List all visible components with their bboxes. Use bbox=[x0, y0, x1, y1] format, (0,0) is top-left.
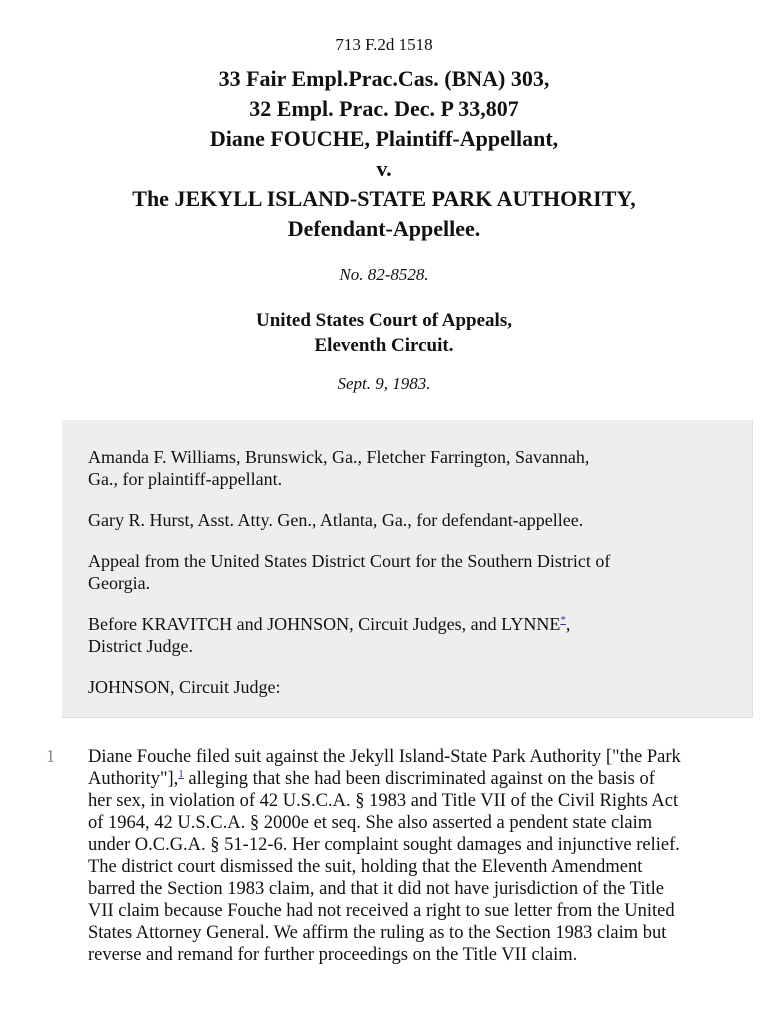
text: alleging that she had been discriminated against on the basis of bbox=[183, 769, 655, 789]
paragraph-line: reverse and remand for further proceedings on the Title VII claim. bbox=[88, 945, 578, 965]
paragraph-line: of 1964, 42 U.S.C.A. § 2000e et seq. She also asserted a pendent state claim bbox=[88, 813, 653, 833]
counsel-line: Amanda F. Williams, Brunswick, Ga., Fletcher Farrington, Savannah, bbox=[88, 447, 590, 467]
title-line: Defendant-Appellee. bbox=[287, 216, 481, 241]
court-line: United States Court of Appeals, bbox=[256, 310, 512, 331]
court-line: Eleventh Circuit. bbox=[314, 335, 454, 356]
decision-date: Sept. 9, 1983. bbox=[337, 374, 431, 393]
paragraph-line: VII claim because Fouche had not received a right to sue letter from the United bbox=[88, 901, 675, 921]
paragraph-line: her sex, in violation of 42 U.S.C.A. § 1983 and Title VII of the Civil Rights Act bbox=[88, 791, 679, 811]
comma: , bbox=[565, 614, 571, 634]
case-citation: 713 F.2d 1518 bbox=[335, 35, 433, 54]
paragraph-line: Diane Fouche filed suit against the Jekyll Island-State Park Authority ["the Park bbox=[88, 747, 681, 767]
appeal-line: Georgia. bbox=[88, 573, 151, 593]
opinion-author: JOHNSON, Circuit Judge: bbox=[88, 677, 281, 697]
text: Authority"], bbox=[88, 769, 179, 789]
title-line: 33 Fair Empl.Prac.Cas. (BNA) 303, bbox=[218, 66, 550, 91]
paragraph-line: barred the Section 1983 claim, and that it did not have jurisdiction of the Title bbox=[88, 879, 664, 899]
case-title bbox=[0, 64, 768, 244]
appeal-from bbox=[88, 550, 610, 594]
appeal-line: Appeal from the United States District Court for the Southern District of bbox=[88, 551, 611, 571]
panel-line: Before KRAVITCH and JOHNSON, Circuit Judges, and LYNNE bbox=[88, 614, 561, 634]
panel-judges bbox=[88, 613, 570, 657]
paragraph-line: The district court dismissed the suit, holding that the Eleventh Amendment bbox=[88, 857, 643, 877]
paragraph-text bbox=[88, 746, 681, 966]
panel-line: District Judge. bbox=[88, 636, 193, 656]
docket-number: No. 82-8528. bbox=[339, 265, 429, 284]
paragraph-line: States Attorney General. We affirm the ruling as to the Section 1983 claim but bbox=[88, 923, 667, 943]
title-line: The JEKYLL ISLAND-STATE PARK AUTHORITY, bbox=[132, 186, 636, 211]
footnote-link-star[interactable]: * bbox=[560, 614, 566, 626]
court-name bbox=[0, 308, 768, 358]
title-line: 32 Empl. Prac. Dec. P 33,807 bbox=[249, 96, 519, 121]
title-line: v. bbox=[376, 156, 392, 181]
paragraph-line bbox=[88, 768, 681, 790]
counsel-box bbox=[62, 420, 753, 718]
paragraph-number: 1 bbox=[46, 746, 55, 766]
footnote-link-1[interactable]: 1 bbox=[178, 767, 184, 780]
counsel-plaintiff bbox=[88, 446, 589, 490]
counsel-line: Ga., for plaintiff-appellant. bbox=[88, 469, 283, 489]
counsel-defendant: Gary R. Hurst, Asst. Atty. Gen., Atlanta, Ga., for defendant-appellee. bbox=[88, 510, 584, 530]
paragraph-line: under O.C.G.A. § 51-12-6. Her complaint sought damages and injunctive relief. bbox=[88, 835, 680, 855]
title-line: Diane FOUCHE, Plaintiff-Appellant, bbox=[209, 126, 559, 151]
